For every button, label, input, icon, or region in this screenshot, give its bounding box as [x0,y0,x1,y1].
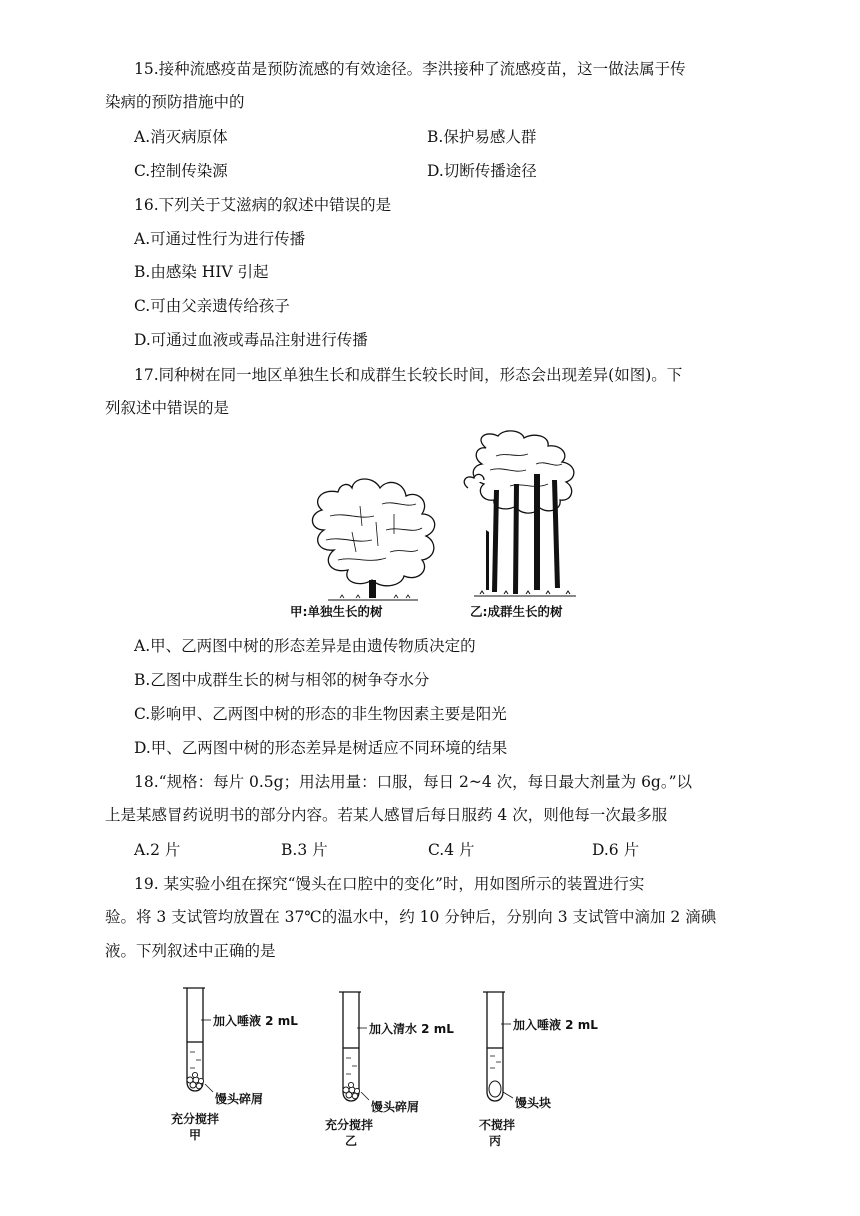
tube-jia-name-label: 甲 [189,1128,202,1142]
tube-jia-crumbs [187,1072,204,1088]
tube-yi-add-label: 加入清水 2 mL [369,1022,454,1036]
figure-label-single-tree: 甲:单独生长的树 [290,604,383,619]
q16-option-b: B.由感染 HIV 引起 [134,263,269,281]
q15-option-c: C.控制传染源 [134,162,228,180]
q18-stem-line1: 18.“规格：每片 0.5g；用法用量：口服，每日 2~4 次，每日最大剂量为 6g。”以 [134,773,693,791]
q17-option-b: B.乙图中成群生长的树与相邻的树争夺水分 [134,671,430,689]
test-tube-illustration [165,980,635,1160]
tube-bing-action-label: 不搅拌 [479,1118,516,1132]
tube-bing-drawing [483,992,513,1101]
figure-label-group-trees: 乙:成群生长的树 [470,604,563,619]
q16-stem: 16.下列关于艾滋病的叙述中错误的是 [134,196,392,214]
q18-option-d: D.6 片 [592,841,640,859]
q17-stem-line1: 17.同种树在同一地区单独生长和成群生长较长时间，形态会出现差异(如图)。下 [134,366,683,384]
tree-illustration [290,430,620,625]
tube-yi-action-label: 充分搅拌 [325,1118,374,1132]
q17-option-a: A.甲、乙两图中树的形态差异是由遗传物质决定的 [134,637,476,655]
q16-option-d: D.可通过血液或毒品注射进行传播 [134,331,368,349]
single-tree-drawing [312,479,434,600]
tube-yi-name-label: 乙 [345,1134,358,1148]
q16-option-a: A.可通过性行为进行传播 [134,230,306,248]
tube-jia-action-label: 充分搅拌 [171,1112,220,1126]
q19-stem-line1: 19. 某实验小组在探究“馒头在口腔中的变化”时，用如图所示的装置进行实 [134,875,645,893]
q19-stem-line2: 验。将 3 支试管均放置在 37℃的温水中，约 10 分钟后，分别向 3 支试管中滴加 2 滴碘 [105,908,717,926]
q17-option-c: C.影响甲、乙两图中树的形态的非生物因素主要是阳光 [134,705,507,723]
q16-option-c: C.可由父亲遗传给孩子 [134,297,290,315]
tube-yi-crumbs [343,1082,360,1098]
tube-bing-name-label: 丙 [489,1134,502,1148]
tree-figure [290,430,620,625]
q18-option-c: C.4 片 [428,841,475,859]
q15-option-a: A.消灭病原体 [134,128,228,146]
q15-option-d: D.切断传播途径 [427,162,537,180]
q15-stem-line2: 染病的预防措施中的 [105,93,245,111]
q17-stem-line2: 列叙述中错误的是 [105,399,230,417]
tube-bing-content-label: 馒头块 [515,1096,552,1110]
q18-stem-line2: 上是某感冒药说明书的部分内容。若某人感冒后每日服药 4 次，则他每一次最多服 [105,806,668,824]
q15-option-b: B.保护易感人群 [427,128,537,146]
tube-jia-add-label: 加入唾液 2 mL [213,1014,298,1028]
tube-yi-content-label: 馒头碎屑 [371,1100,420,1114]
q15-stem-line1: 15.接种流感疫苗是预防流感的有效途径。李洪接种了流感疫苗，这一做法属于传 [134,60,686,78]
test-tube-figure [165,980,635,1160]
q17-option-d: D.甲、乙两图中树的形态差异是树适应不同环境的结果 [134,739,508,757]
tube-jia-content-label: 馒头碎屑 [215,1092,264,1106]
q18-option-a: A.2 片 [134,841,181,859]
tube-bing-add-label: 加入唾液 2 mL [513,1018,598,1032]
q19-stem-line3: 液。下列叙述中正确的是 [105,942,276,960]
q18-option-b: B.3 片 [281,841,328,859]
